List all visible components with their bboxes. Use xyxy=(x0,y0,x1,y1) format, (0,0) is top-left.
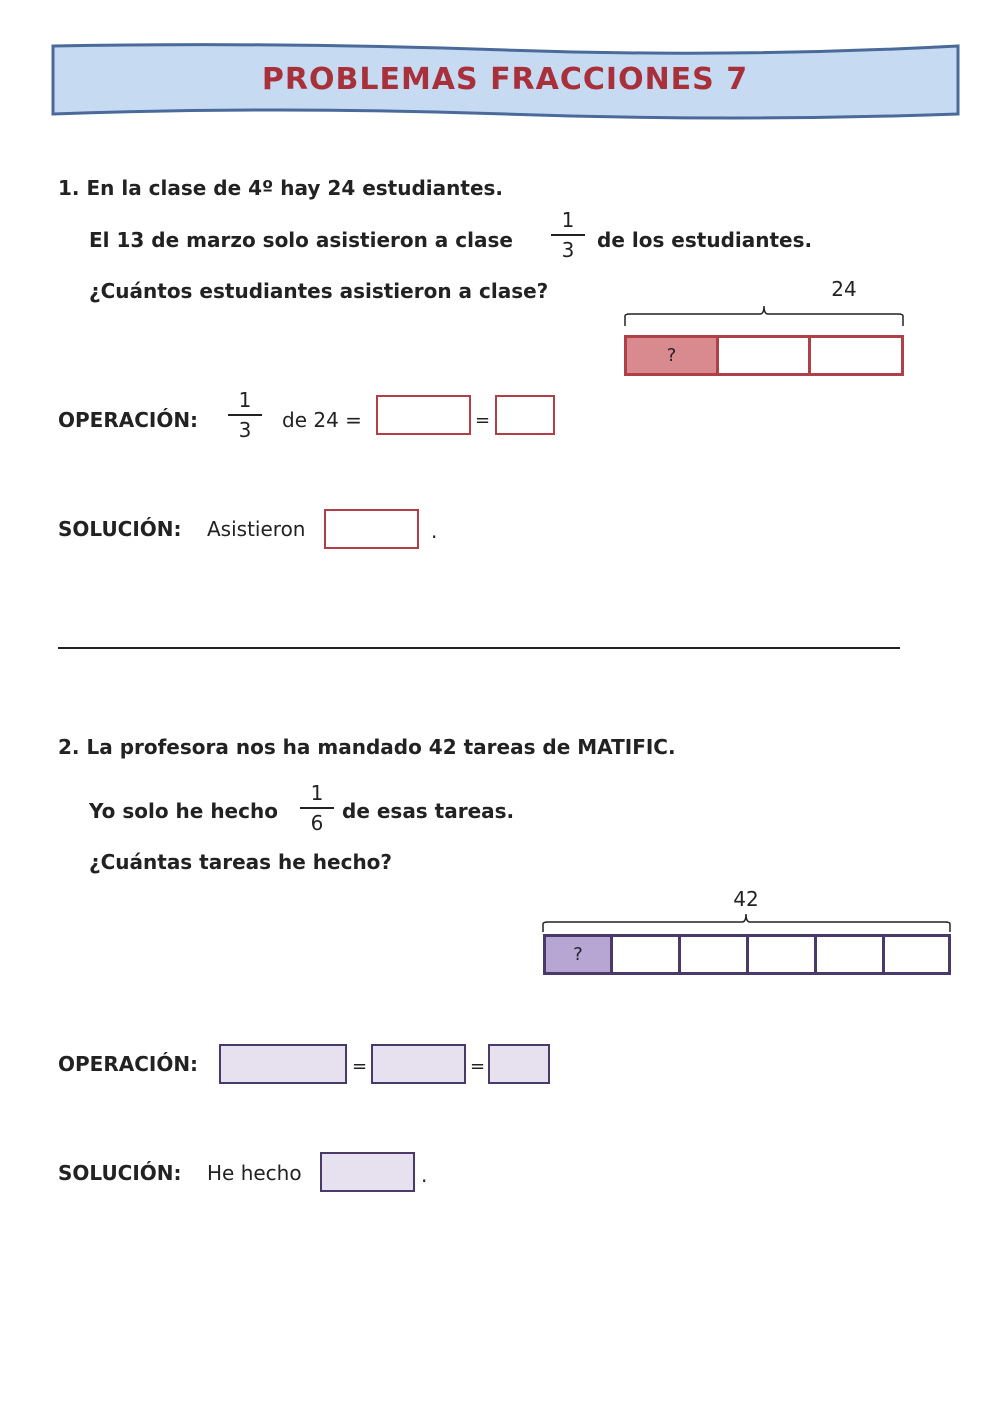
equals-sign: = xyxy=(352,1056,368,1077)
problem1-operation-label: OPERACIÓN: xyxy=(58,408,199,432)
problem1-diagram-brace xyxy=(622,302,906,328)
fraction-bar xyxy=(300,807,334,809)
problem1-line1: En la clase de 4º hay 24 estudiantes. xyxy=(86,176,504,200)
problem2-diagram-part xyxy=(814,934,885,975)
problem2-line1: La profesora nos ha mandado 42 tareas de MATIFIC. xyxy=(86,735,676,759)
problem2-number: 2. xyxy=(58,735,80,759)
problem1-fraction xyxy=(551,208,585,262)
problem2-diagram-part xyxy=(882,934,951,975)
problem1-operation-answer-1[interactable] xyxy=(376,395,471,435)
problem2-operation-answer-3[interactable] xyxy=(488,1044,550,1084)
problem2-solution-end: . xyxy=(421,1163,428,1187)
equals-sign: = xyxy=(475,410,491,431)
problem2-diagram-total: 42 xyxy=(733,887,759,911)
problem2-line2-after: de esas tareas. xyxy=(342,799,515,823)
problem1-diagram-total: 24 xyxy=(831,277,857,301)
problem1-question: ¿Cuántos estudiantes asistieron a clase? xyxy=(89,279,549,303)
fraction-numerator: 1 xyxy=(238,388,252,412)
fraction-denominator: 3 xyxy=(238,418,252,442)
problem2-line2-before: Yo solo he hecho xyxy=(89,799,278,823)
problem2-solution-answer[interactable] xyxy=(320,1152,415,1192)
problem2-diagram-part xyxy=(746,934,817,975)
problem2-statement xyxy=(58,735,676,759)
problem1-diagram-part-unknown: ? xyxy=(624,335,719,376)
problem1-solution-label: SOLUCIÓN: xyxy=(58,517,182,541)
problem1-line2-before: El 13 de marzo solo asistieron a clase xyxy=(89,228,513,252)
problem2-diagram-part-unknown: ? xyxy=(543,934,613,975)
problem1-operation-answer-2[interactable] xyxy=(495,395,555,435)
problem2-operation-answer-1[interactable] xyxy=(219,1044,347,1084)
problem1-solution-text: Asistieron xyxy=(207,517,306,541)
problem1-operation-text: de 24 = xyxy=(282,408,362,432)
problem2-diagram-part xyxy=(678,934,749,975)
fraction-bar xyxy=(551,234,585,236)
problem2-solution-label: SOLUCIÓN: xyxy=(58,1161,182,1185)
problem1-diagram-part xyxy=(716,335,811,376)
fraction-denominator: 3 xyxy=(561,238,575,262)
problem1-number: 1. xyxy=(58,176,80,200)
problem1-solution-end: . xyxy=(431,519,438,543)
problem1-solution-answer[interactable] xyxy=(324,509,419,549)
problem2-diagram-brace xyxy=(540,908,954,934)
problem1-diagram-part xyxy=(808,335,904,376)
problem2-solution-text: He hecho xyxy=(207,1161,302,1185)
fraction-bar xyxy=(228,414,262,416)
problem2-diagram-part xyxy=(610,934,681,975)
problem2-operation-answer-2[interactable] xyxy=(371,1044,466,1084)
problem1-operation-fraction xyxy=(228,388,262,442)
problem1-line2-after: de los estudiantes. xyxy=(597,228,813,252)
problem2-question: ¿Cuántas tareas he hecho? xyxy=(89,850,393,874)
section-divider xyxy=(58,647,900,649)
page-title: PROBLEMAS FRACCIONES 7 xyxy=(261,62,749,97)
fraction-numerator: 1 xyxy=(310,781,324,805)
equals-sign: = xyxy=(470,1056,486,1077)
problem2-fraction xyxy=(300,781,334,835)
problem2-operation-label: OPERACIÓN: xyxy=(58,1052,199,1076)
problem1-statement xyxy=(58,176,503,200)
fraction-denominator: 6 xyxy=(310,811,324,835)
fraction-numerator: 1 xyxy=(561,208,575,232)
